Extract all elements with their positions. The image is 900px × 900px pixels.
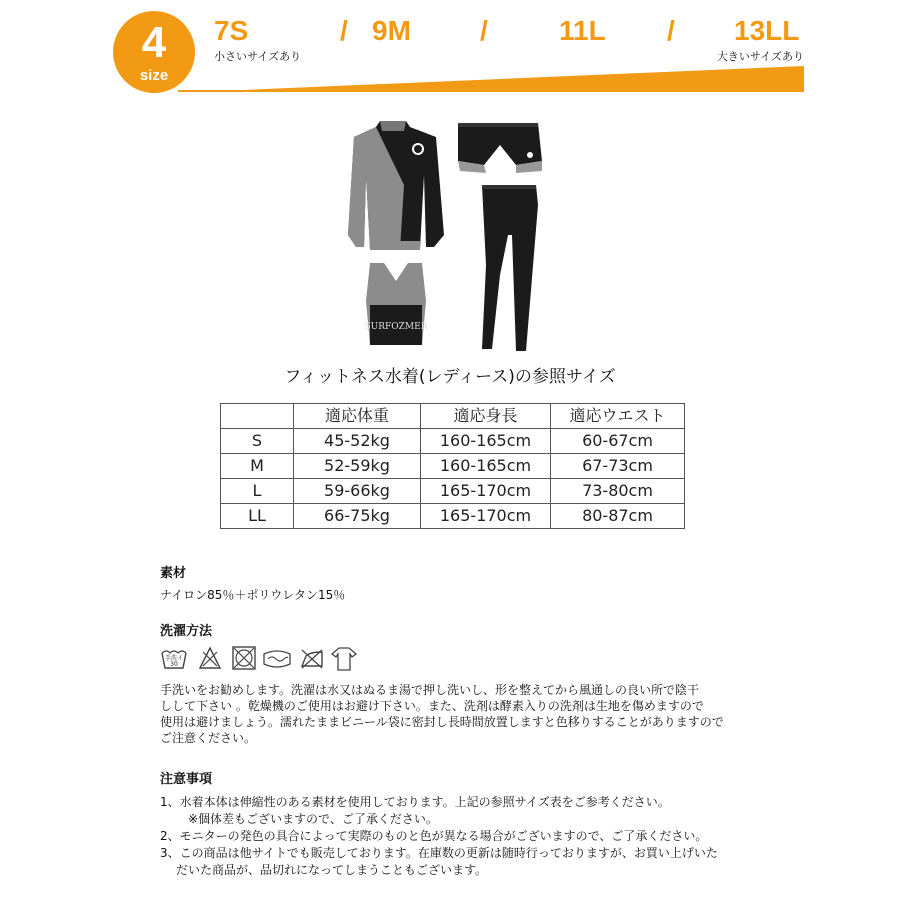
washing-instructions (160, 682, 724, 746)
caution-heading: 注意事項 (160, 772, 213, 787)
care-icons (160, 644, 360, 674)
table-header-cell: 適応ウエスト (551, 404, 685, 429)
caution-item: 2、モニターの発色の具合によって実際のものと色が異なる場合がございますので、ご了承ください。 (160, 829, 708, 843)
table-row (221, 429, 685, 454)
leggings-image (482, 185, 538, 351)
table-cell: M (221, 454, 294, 479)
table-cell: 160-165cm (421, 454, 551, 479)
washing-line: しして下さい 。乾燥機のご使用はお避け下さい。また、洗剤は酵素入りの洗剤は生地を傷めますので (160, 699, 704, 713)
table-cell: 73-80cm (551, 479, 685, 504)
gentle-wash-icon (262, 644, 292, 672)
table-cell: 66-75kg (294, 504, 421, 529)
shade-hang-dry-icon (330, 644, 358, 672)
table-cell: 60-67cm (551, 429, 685, 454)
washing-heading: 洗濯方法 (160, 624, 213, 639)
product-set-illustration (340, 115, 560, 365)
header-accent-line (178, 90, 804, 92)
small-sizes-note: 小さいサイズあり (214, 50, 302, 63)
size-9m: 9M (372, 15, 411, 46)
caution-item-continued: だいた商品が、品切れになってしまうこともございます。 (176, 863, 488, 877)
table-cell: 80-87cm (551, 504, 685, 529)
size-7s: 7S (214, 15, 249, 46)
caution-item: 3、この商品は他サイトでも販売しております。在庫数の更新は随時行っておりますが、お買い上げいた (160, 846, 718, 860)
material-heading: 素材 (160, 566, 187, 581)
jacket-image (348, 121, 444, 250)
hand-wash-30-icon (160, 644, 188, 672)
size-table-title: フィットネス水着(レディース)の参照サイズ (284, 367, 616, 387)
table-row (221, 479, 685, 504)
size-range (214, 14, 806, 48)
table-cell: 52-59kg (294, 454, 421, 479)
table-cell: 45-52kg (294, 429, 421, 454)
caution-item: 1、水着本体は伸縮性のある素材を使用しております。上記の参照サイズ表をご参考ください。 (160, 795, 670, 809)
table-cell: 67-73cm (551, 454, 685, 479)
size-11l: 11L (559, 15, 606, 46)
large-sizes-note: 大きいサイズあり (716, 50, 804, 63)
size-reference-table (220, 403, 685, 529)
svg-text:手洗イ: 手洗イ (164, 655, 184, 662)
table-header-row (221, 404, 685, 429)
table-cell: 165-170cm (421, 479, 551, 504)
washing-line: ご注意ください。 (160, 731, 257, 745)
size-separator: / (340, 15, 348, 46)
table-header-cell: 適応体重 (294, 404, 421, 429)
table-header-cell: 適応身長 (421, 404, 551, 429)
table-cell: 165-170cm (421, 504, 551, 529)
size-13ll: 13LL (734, 15, 800, 46)
no-iron-icon (298, 644, 326, 672)
table-cell: L (221, 479, 294, 504)
washing-line: 使用は避けましょう。濡れたままビニール袋に密封し長時間放置しますと色移りすることがありますので (160, 715, 724, 729)
table-header-cell (221, 404, 294, 429)
caution-note: ※個体差もございますので、ご了承ください。 (188, 812, 438, 826)
table-row (221, 504, 685, 529)
material-text: ナイロン85％＋ポリウレタン15％ (160, 588, 346, 602)
table-cell: 59-66kg (294, 479, 421, 504)
no-bleach-icon (196, 644, 224, 672)
table-cell: 160-165cm (421, 429, 551, 454)
no-tumble-dry-icon (230, 644, 258, 672)
shorts-image (458, 123, 542, 173)
size-count-label: size (139, 67, 169, 84)
size-separator: / (667, 15, 675, 46)
bra-top-image (365, 263, 428, 345)
svg-text:30: 30 (170, 661, 178, 668)
washing-line: 手洗いをお勧めします。洗濯は水又はぬるま湯で押し洗いし、形を整えてから風通しの良い所で陰干 (160, 683, 700, 697)
table-row (221, 454, 685, 479)
size-count-number: 4 (141, 18, 167, 67)
table-cell: S (221, 429, 294, 454)
table-cell: LL (221, 504, 294, 529)
caution-list (160, 794, 718, 879)
size-count-badge (113, 11, 195, 93)
size-separator: / (480, 15, 488, 46)
brand-print: SURFOZMER (364, 322, 428, 332)
header-accent-wedge (196, 66, 804, 92)
